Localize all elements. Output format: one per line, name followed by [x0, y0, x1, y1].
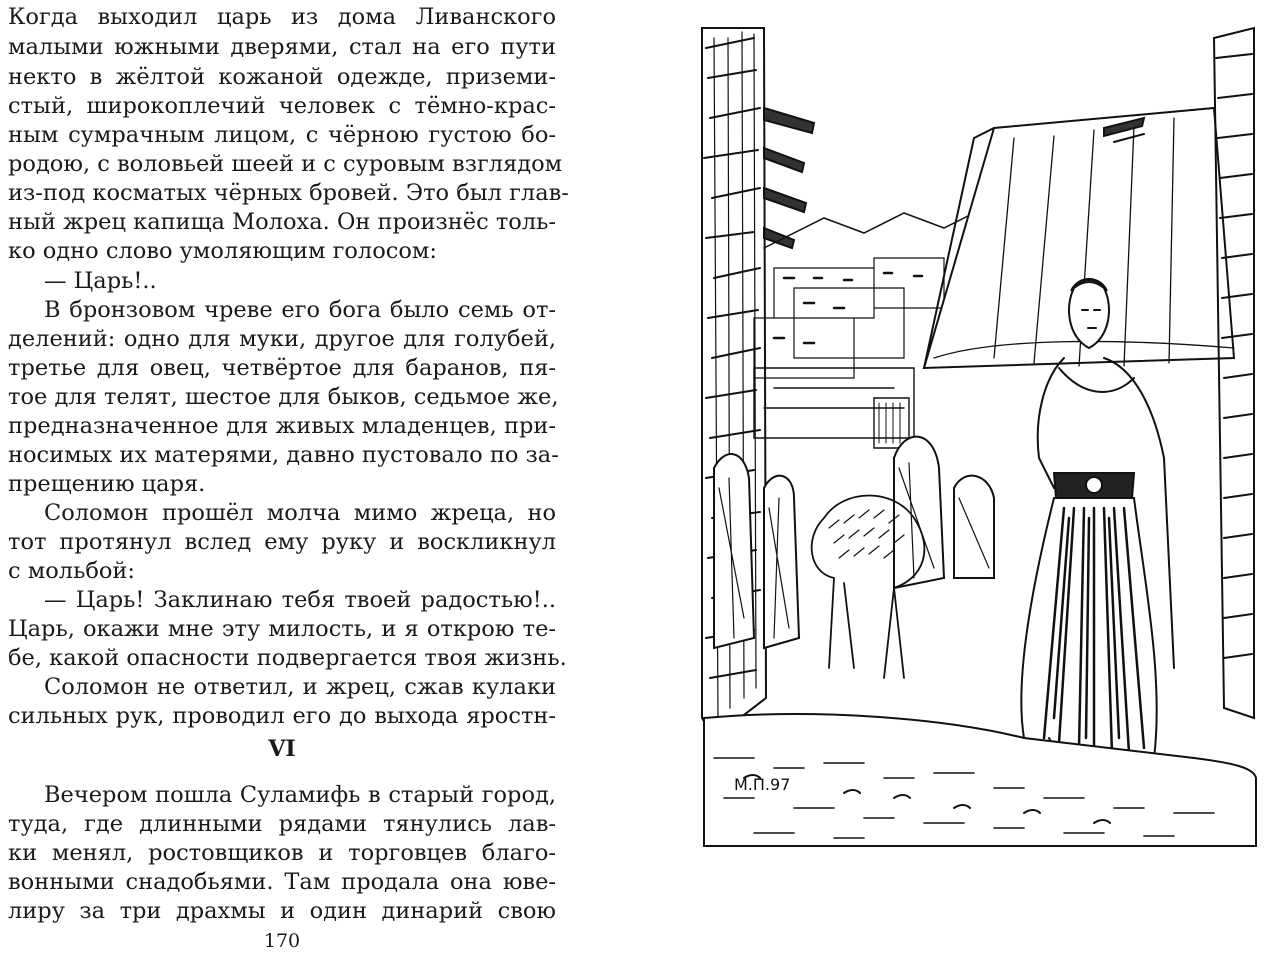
- market-stalls: [754, 368, 914, 448]
- text-line: носимых их матерями, давно пустовало по за-: [8, 442, 559, 468]
- text-line: предназначенное для живых младенцев, при-: [8, 413, 556, 439]
- text-line: из-под косматых чёрных бровей. Это был глав-: [8, 180, 569, 206]
- text-line: ки менял, ростовщиков и торговцев благо-: [8, 840, 556, 866]
- text-line: ным сумрачным лицом, с чёрною густою бо-: [8, 122, 556, 148]
- text-line: малыми южными дверями, стал на его пути: [8, 34, 556, 60]
- text-line: тот протянул вслед ему руку и воскликнул: [8, 529, 556, 555]
- illustration-signature: М.П.97: [734, 775, 791, 794]
- text-line: стый, широкоплечий человек с тёмно-крас-: [8, 93, 556, 119]
- text-line: некто в жёлтой кожаной одежде, приземи-: [8, 64, 556, 90]
- text-line: ко одно слово умоляющим голосом:: [8, 238, 437, 264]
- text-line: тое для телят, шестое для быков, седьмое же,: [8, 384, 559, 410]
- text-line: с мольбой:: [8, 558, 136, 584]
- text-line: ный жрец капища Молоха. Он произнёс толь-: [8, 209, 556, 235]
- text-line: сильных рук, проводил его до выхода яростн-: [8, 703, 556, 729]
- ink-illustration: [694, 18, 1258, 848]
- text-line: бе, какой опасности подвергается твоя жизнь.: [8, 645, 567, 671]
- text-line: вонными снадобьями. Там продала она юве-: [8, 869, 556, 895]
- chapter-heading: VI: [268, 736, 296, 762]
- illustration-svg: [694, 18, 1258, 848]
- text-line: В бронзовом чреве его бога было семь от-: [44, 297, 556, 323]
- text-line: Когда выходил царь из дома Ливанского: [8, 4, 556, 30]
- text-line: родою, с воловьей шеей и с суровым взглядом: [8, 151, 563, 177]
- text-line: Соломон прошёл молча мимо жреца, но: [44, 500, 556, 526]
- text-line: — Царь!..: [44, 268, 157, 294]
- text-line: Вечером пошла Суламифь в старый город,: [44, 782, 556, 808]
- text-line: туда, где длинными рядами тянулись лав-: [8, 811, 556, 837]
- text-line: Царь, окажи мне эту милость, и я открою те-: [8, 616, 556, 642]
- text-line: третье для овец, четвёртое для баранов, пя-: [8, 355, 556, 381]
- text-line: лиру за три драхмы и один динарий свою: [8, 898, 556, 924]
- text-line: — Царь! Заклинаю тебя твоей радостью!..: [44, 587, 556, 613]
- page-number: 170: [263, 930, 301, 952]
- text-line: прещению царя.: [8, 471, 206, 497]
- text-line: делений: одно для муки, другое для голубей,: [8, 326, 556, 352]
- text-line: Соломон не ответил, и жрец, сжав кулаки: [44, 674, 556, 700]
